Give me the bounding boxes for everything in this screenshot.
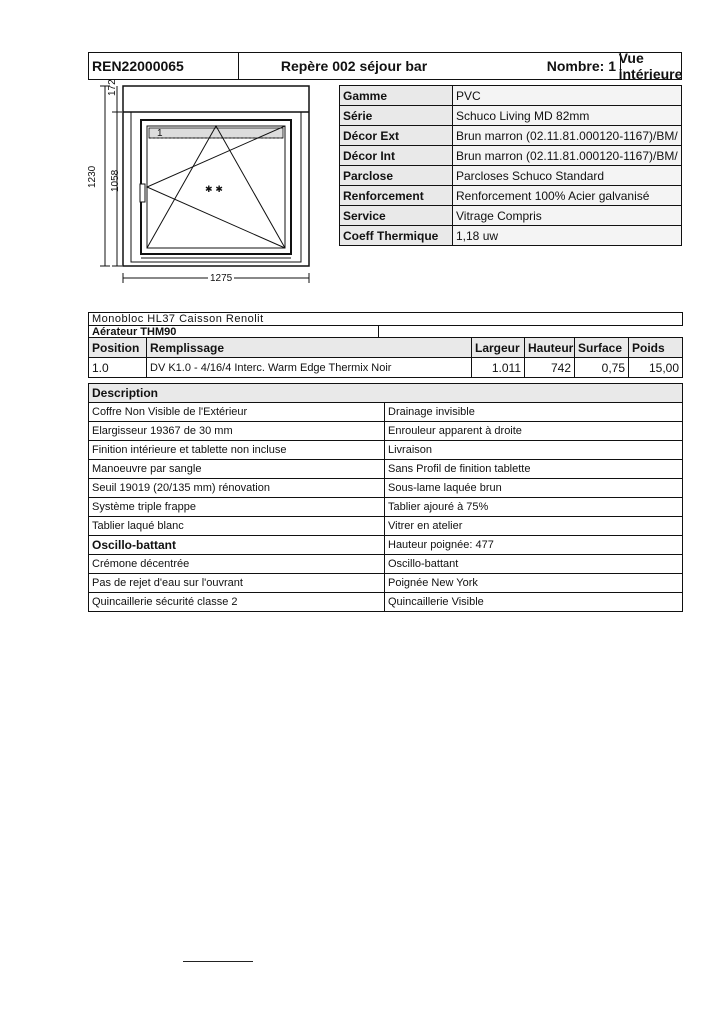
repere-label: Repère 002 séjour bar xyxy=(280,58,428,74)
table-row: Pas de rejet d'eau sur l'ouvrant Poignée New York xyxy=(89,574,683,593)
view-label: Vue intérieure xyxy=(618,50,683,82)
monobloc-title: Monobloc HL37 Caisson Renolit xyxy=(89,313,683,326)
table-row: Crémone décentrée Oscillo-battant xyxy=(89,555,683,574)
aerateur-label: Aérateur THM90 xyxy=(89,326,379,339)
nombre-label: Nombre: 1 xyxy=(469,53,621,79)
description-title: Description xyxy=(89,384,683,403)
table-row: Tablier laqué blanc Vitrer en atelier xyxy=(89,517,683,536)
col-remplissage: Remplissage xyxy=(147,338,472,358)
reference-number: REN22000065 xyxy=(89,53,239,79)
table-row: Coeff Thermique 1,18 uw xyxy=(340,226,682,246)
dim-top-label: 172 xyxy=(107,79,118,96)
table-row: Décor Ext Brun marron (02.11.81.000120-1167)/BM/ xyxy=(340,126,682,146)
filling-table xyxy=(88,337,683,378)
dim-width-label: 1275 xyxy=(210,273,233,284)
col-position: Position xyxy=(89,338,147,358)
table-row: Finition intérieure et tablette non incluse Livraison xyxy=(89,441,683,460)
marker-label: 1 xyxy=(157,128,163,139)
col-hauteur: Hauteur xyxy=(525,338,575,358)
footer-line xyxy=(183,961,253,962)
specs-table xyxy=(339,85,682,246)
window-drawing xyxy=(95,82,325,292)
table-row: Système triple frappe Tablier ajouré à 75% xyxy=(89,498,683,517)
table-row: Décor Int Brun marron (02.11.81.000120-1167)/BM/ xyxy=(340,146,682,166)
col-surface: Surface xyxy=(575,338,629,358)
dim-inner-label: 1058 xyxy=(110,169,121,192)
col-largeur: Largeur xyxy=(472,338,525,358)
description-table xyxy=(88,383,683,612)
table-row: Série Schuco Living MD 82mm xyxy=(340,106,682,126)
dim-height-label: 1230 xyxy=(87,165,98,188)
col-poids: Poids xyxy=(629,338,683,358)
table-row: Renforcement Renforcement 100% Acier galvanisé xyxy=(340,186,682,206)
table-row: 1.0 DV K1.0 - 4/16/4 Interc. Warm Edge Thermix Noir 1.011 742 0,75 15,00 xyxy=(89,358,683,378)
table-row: Manoeuvre par sangle Sans Profil de finition tablette xyxy=(89,460,683,479)
header-bar xyxy=(88,52,682,80)
svg-text:✱ ✱: ✱ ✱ xyxy=(205,185,223,195)
table-row: Service Vitrage Compris xyxy=(340,206,682,226)
table-row: Elargisseur 19367 de 30 mm Enrouleur apparent à droite xyxy=(89,422,683,441)
table-header-row xyxy=(89,338,683,358)
table-row: Seuil 19019 (20/135 mm) rénovation Sous-lame laquée brun xyxy=(89,479,683,498)
table-row: Parclose Parcloses Schuco Standard xyxy=(340,166,682,186)
monobloc-table xyxy=(88,312,683,339)
table-row: Gamme PVC xyxy=(340,86,682,106)
table-row: Quincaillerie sécurité classe 2 Quincaillerie Visible xyxy=(89,593,683,612)
table-row: Coffre Non Visible de l'Extérieur Drainage invisible xyxy=(89,403,683,422)
table-row: Oscillo-battant Hauteur poignée: 477 xyxy=(89,536,683,555)
